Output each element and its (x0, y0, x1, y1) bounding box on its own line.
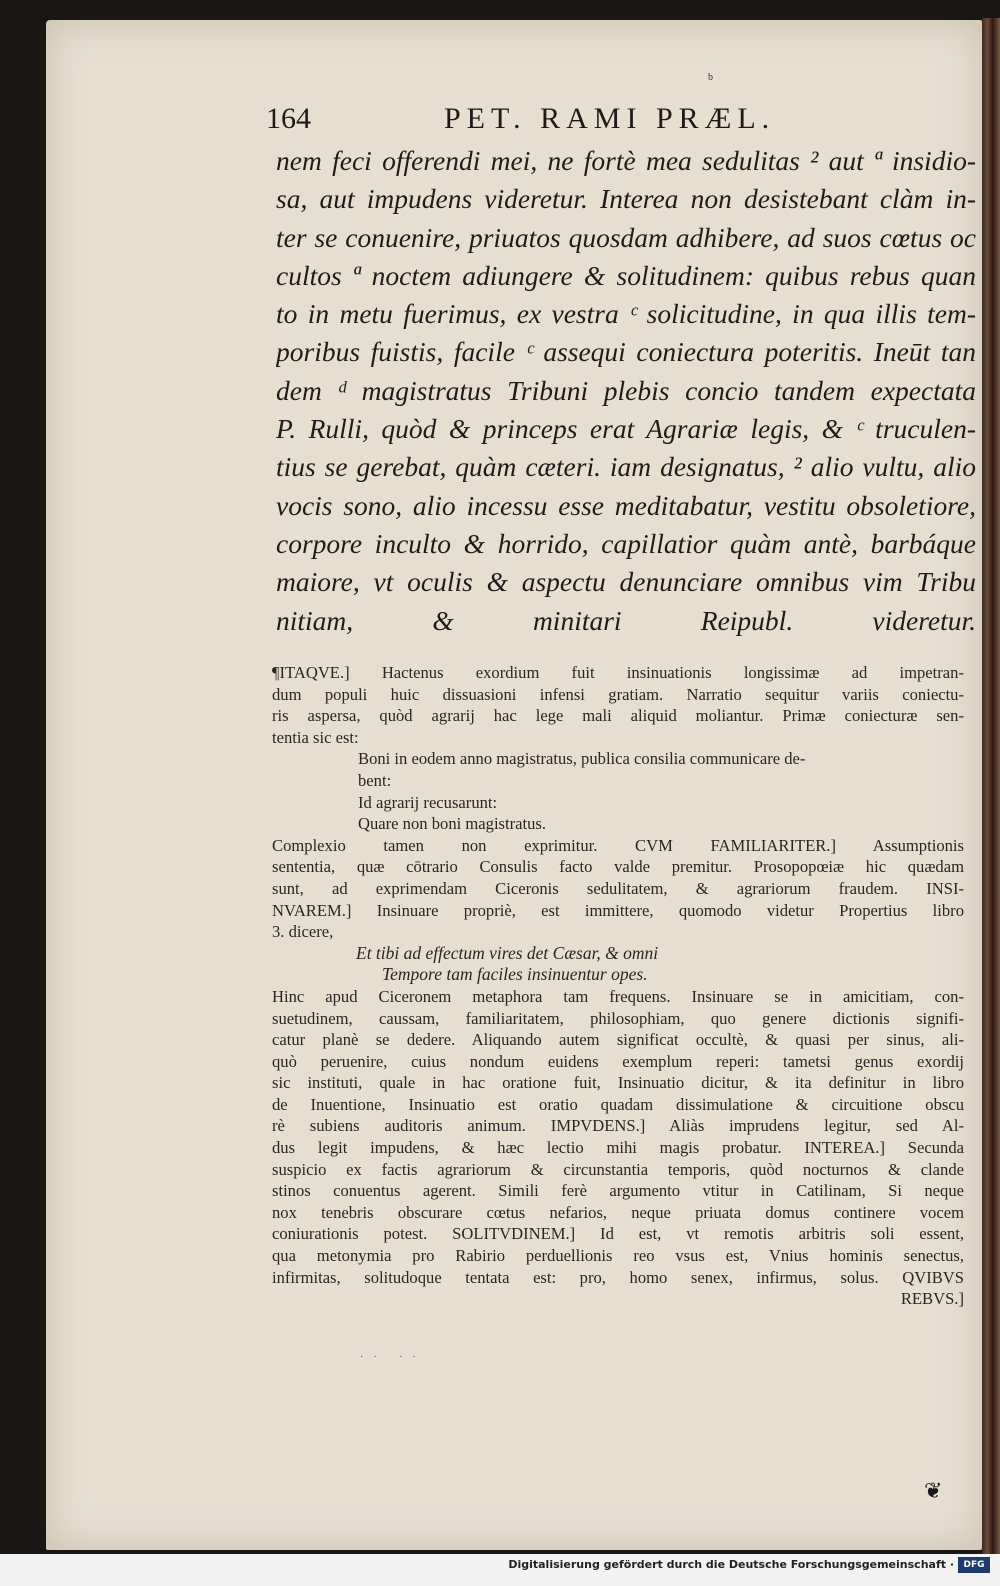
main-text-line: dem ᵈ magistratus Tribuni plebis concio tandem expectata (276, 374, 976, 406)
commentary-line: ris aspersa, quòd agrarij hac lege mali aliquid moliantur. Primæ coniecturæ sen- (272, 706, 964, 726)
commentary-line: coniurationis potest. SOLITVDINEM.] Id est, vt remotis arbitris soli essent, (272, 1224, 964, 1244)
main-text-line: sa, aut impudens videretur. Interea non desistebant clàm in- (276, 183, 976, 215)
main-text-italic (276, 142, 976, 640)
printers-ornament: ❦ (924, 1478, 943, 1503)
commentary-text (272, 662, 964, 1310)
commentary-line: Hinc apud Ciceronem metaphora tam frequens. Insinuare se in amicitiam, con- (272, 986, 964, 1006)
commentary-line: de Inuentione, Insinuatio est oratio quadam dissimulatione & circuitione obscu (272, 1094, 964, 1114)
commentary-line: infirmitas, solitudoque tentata est: pro, homo senex, infirmus, solus. QVIBVS (272, 1267, 964, 1287)
main-text-line: P. Rulli, quòd & princeps erat Agrariæ legis, & ᶜ truculen- (276, 413, 976, 445)
footer-credit: Digitalisierung gefördert durch die Deutsche Forschungsgemeinschaft · (508, 1558, 954, 1571)
commentary-line: nox tenebris obscurare cœtus nefarios, neque priuata domus continere vocem (272, 1202, 964, 1222)
commentary-line: rè subiens auditoris animum. IMPVDENS.] Aliàs imprudens legitur, sed Al- (272, 1116, 964, 1136)
commentary-line: ¶ITAQVE.] Hactenus exordium fuit insinuationis longissimæ ad impetran- (272, 663, 964, 682)
commentary-line: stinos conuentus agerent. Simili ferè argumento vtitur in Catilinam, Si neque (272, 1181, 964, 1201)
commentary-line: qua metonymia pro Rabirio perduellionis reo vsus est, Vnius hominis senectus, (272, 1246, 964, 1266)
main-text-line: maiore, vt oculis & aspectu denunciare omnibus vim Tribu (276, 566, 976, 598)
commentary-line: sunt, ad exprimendam Ciceronis sedulitatem, & agrariorum fraudem. INSI- (272, 878, 964, 898)
commentary-line: bent: (358, 770, 392, 790)
commentary-line: Tempore tam faciles insinuentur opes. (382, 964, 648, 985)
book-edge (982, 18, 1000, 1554)
commentary-line: dus legit impudens, & hæc lectio mihi magis probatur. INTEREA.] Secunda (272, 1138, 964, 1158)
running-title: PET. RAMI PRÆL. (444, 102, 776, 135)
commentary-line: suspicio ex factis agrariorum & circunstantia temporis, quòd nocturnos & clande (272, 1159, 964, 1179)
main-text-line: tius se gerebat, quàm cæteri. iam designatus, ² alio vultu, alio (276, 451, 976, 483)
commentary-line: suetudinem, caussam, familiaritatem, philosophiam, quo genere dictionis signifi- (272, 1008, 964, 1028)
dfg-logo: DFG (958, 1557, 990, 1573)
main-text-line: vocis sono, alio incessu esse meditabatur, vestitu obsoletiore, (276, 489, 976, 521)
commentary-line: tentia sic est: (272, 727, 359, 747)
commentary-line: quò peruenire, cuius nondum euidens exemplum reperi: tametsi genus exordij (272, 1051, 964, 1071)
main-text-line: nitiam, & minitari Reipubl. videretur. (276, 604, 976, 636)
page-number: 164 (266, 102, 311, 135)
page-header (266, 100, 806, 140)
commentary-line: Complexio tamen non exprimitur. CVM FAMILIARITER.] Assumptionis (272, 835, 964, 855)
main-text-line: nem feci offerendi mei, ne fortè mea sedulitas ² aut ª insidio- (276, 145, 976, 176)
commentary-line: Boni in eodem anno magistratus, publica consilia communicare de- (358, 749, 806, 769)
ink-specks: ·· ·· (360, 1352, 426, 1363)
main-text-line: ter se conuenire, priuatos quosdam adhibere, ad suos cœtus oc (276, 221, 976, 253)
main-text-line: cultos ª noctem adiungere & solitudinem: quibus rebus quan (276, 259, 976, 291)
commentary-line: Id agrarij recusarunt: (358, 792, 498, 812)
commentary-line: sic instituti, quale in hac oratione fuit, Insinuatio dicitur, & ita definitur in libro (272, 1073, 964, 1093)
commentary-line: catur planè se dedere. Aliquando autem significat occultè, & quasi per sinus, ali- (272, 1030, 964, 1050)
commentary-line: REBVS.] (900, 1289, 964, 1309)
commentary-line: dum populi huic dissuasioni infensi gratiam. Narratio sequitur variis coniectu- (272, 684, 964, 704)
commentary-line: Quare non boni magistratus. (358, 814, 547, 834)
main-text-line: to in metu fuerimus, ex vestra ᶜ solicitudine, in qua illis tem- (276, 298, 976, 330)
main-text-line: poribus fuistis, facile ᶜ assequi coniectura poteritis. Ineūt tan (276, 336, 976, 368)
main-text-line: corpore inculto & horrido, capillatior quàm antè, barbáque (276, 527, 976, 559)
commentary-line: NVAREM.] Insinuare propriè, est immittere, quomodo videtur Propertius libro (272, 900, 964, 920)
commentary-line: sententia, quæ cōtrario Consulis facto valde premitur. Prosopopœiæ hic quædam (272, 857, 964, 877)
commentary-line: 3. dicere, (272, 922, 334, 942)
signature-mark: b (708, 72, 713, 83)
commentary-line: Et tibi ad effectum vires det Cæsar, & omni (356, 942, 659, 963)
